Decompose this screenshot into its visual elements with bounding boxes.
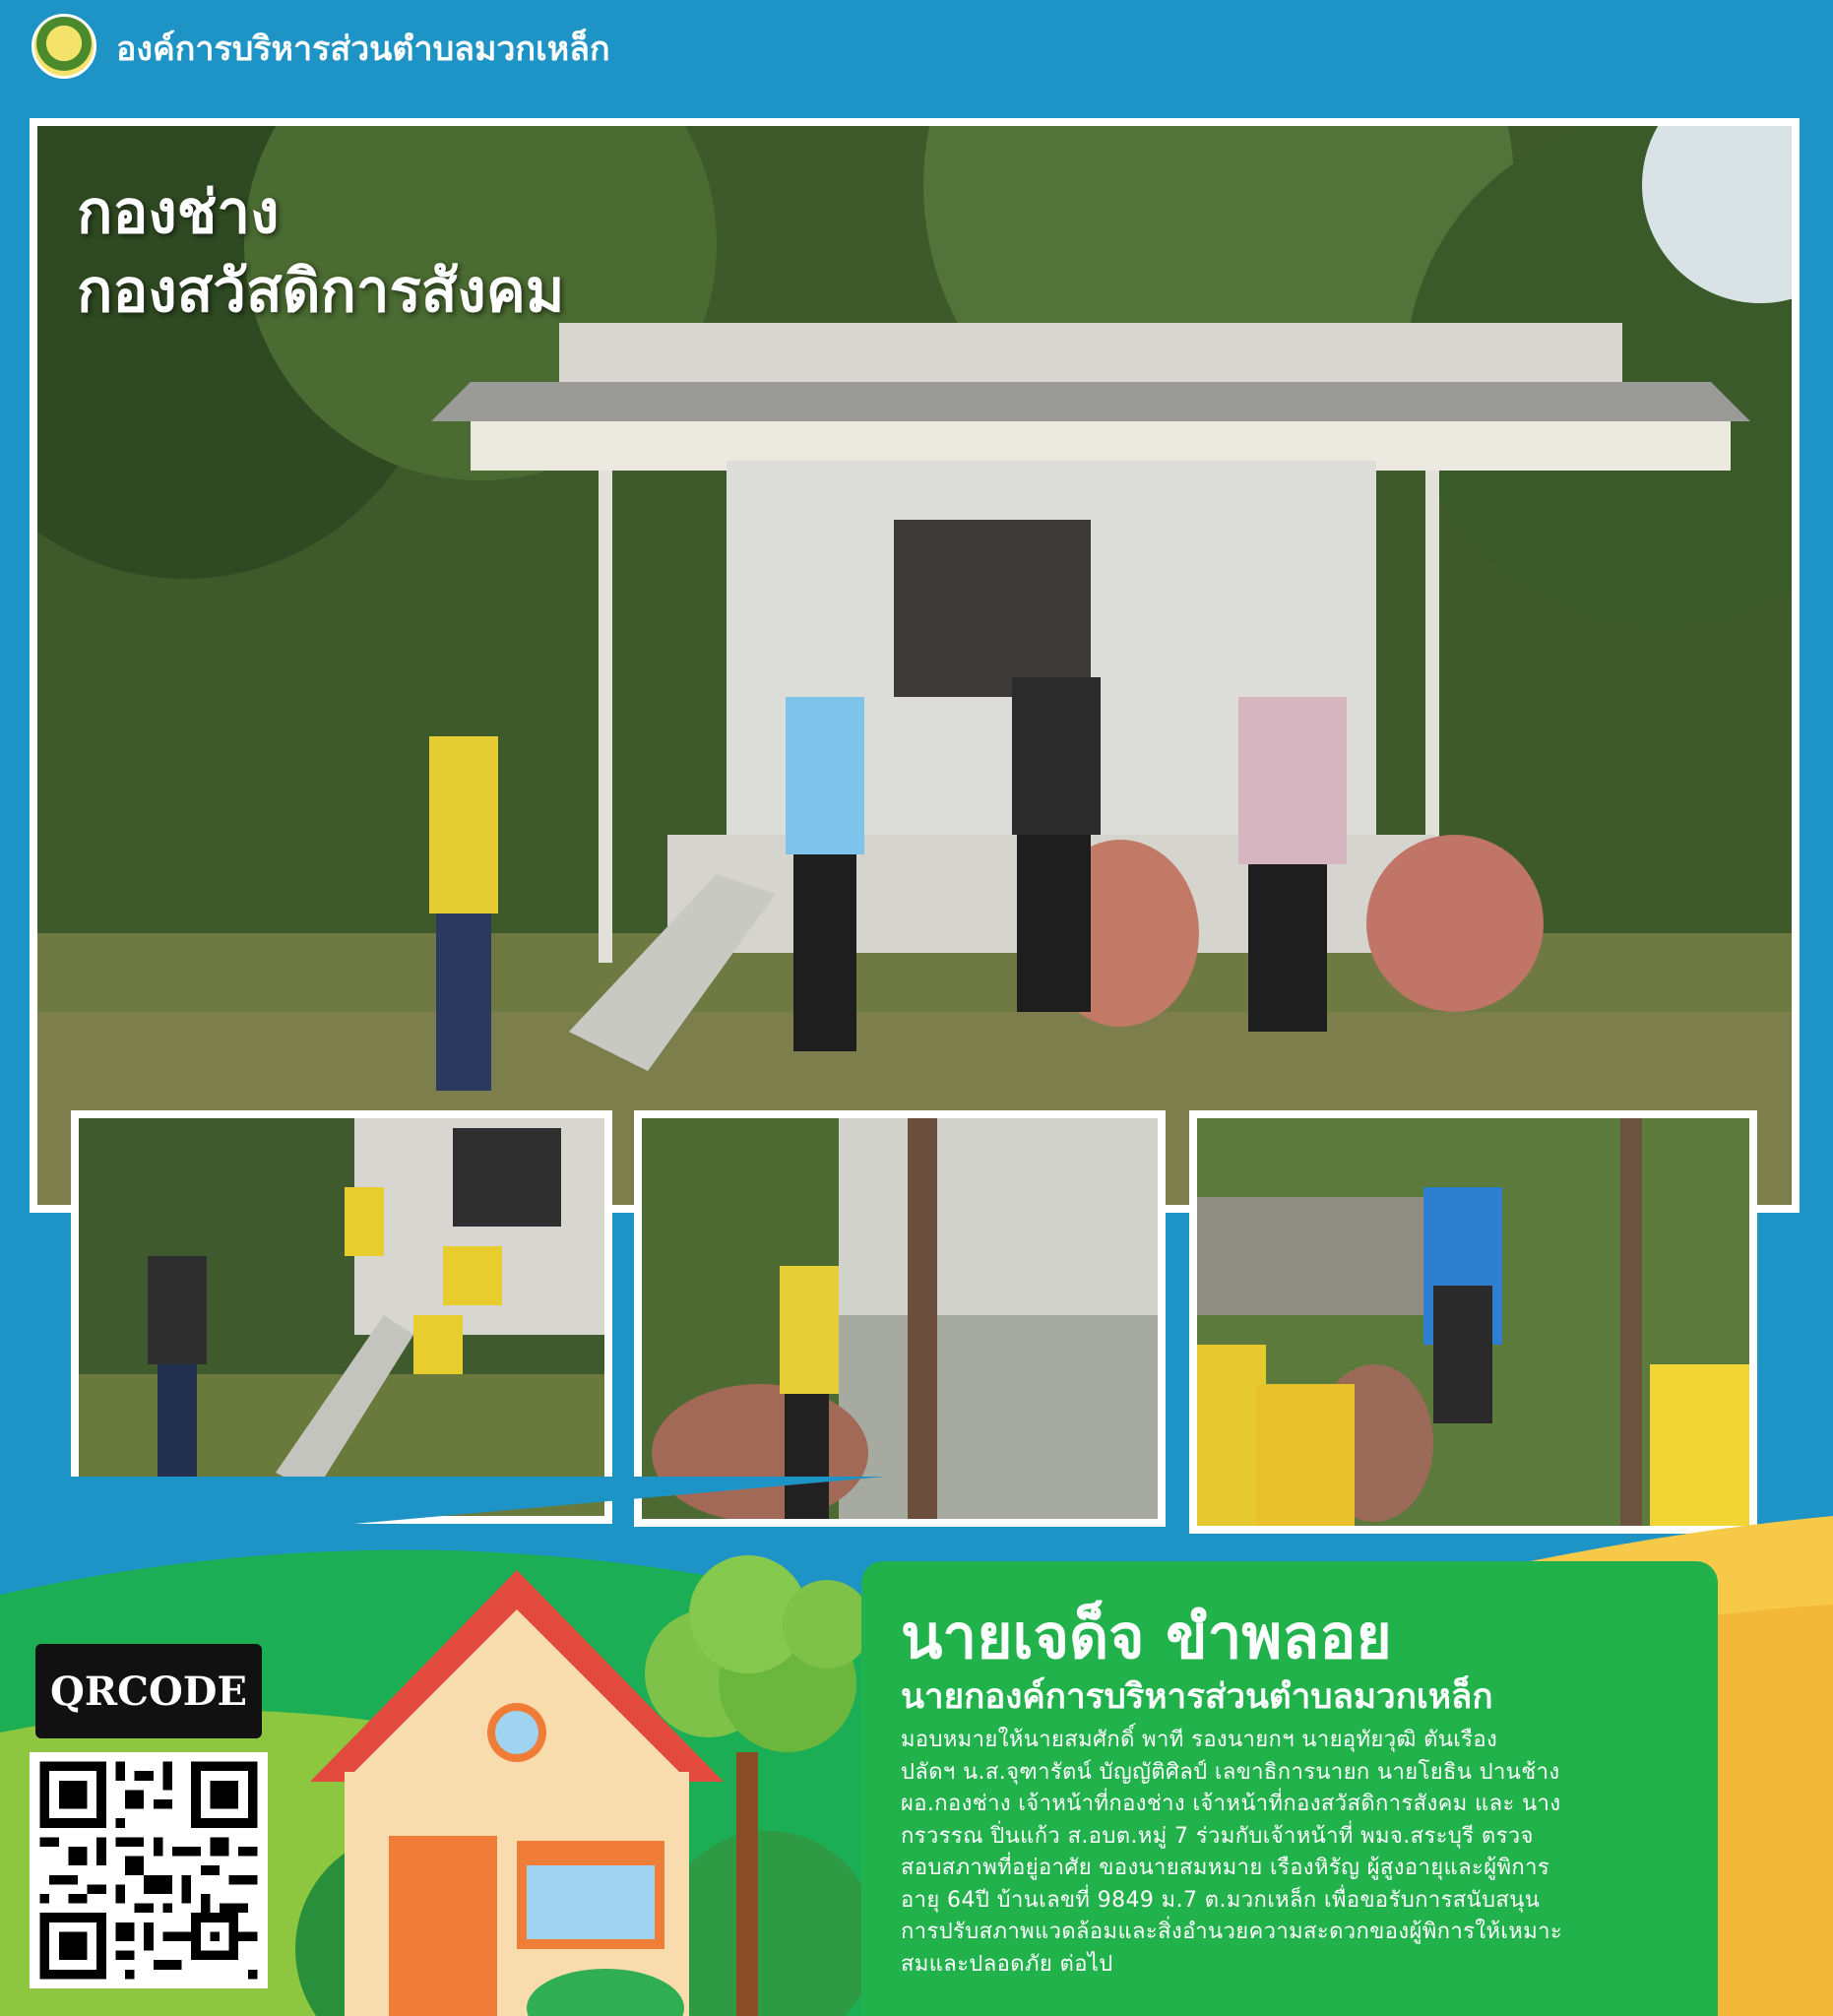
dept-title-engineering: กองช่าง — [77, 178, 280, 247]
org-name: องค์การบริหารส่วนตำบลมวกเหล็ก — [116, 30, 610, 69]
person-position: นายกองค์การบริหารส่วนตำบลมวกเหล็ก — [901, 1677, 1493, 1717]
dept-title-social-welfare: กองสวัสดิการสังคม — [77, 257, 565, 326]
thumbnail-3-scene — [1197, 1118, 1749, 1526]
thumbnail-2 — [634, 1110, 1166, 1527]
thumbnail-2-scene — [642, 1118, 1158, 1519]
thumbnail-2-photo — [642, 1118, 1158, 1519]
qr-code-graphic — [30, 1752, 268, 1988]
qr-code-label: QRCODE — [35, 1644, 262, 1738]
person-name: นายเจด็จ ขำพลอย — [901, 1601, 1392, 1672]
thumbnail-1 — [71, 1110, 612, 1524]
info-card — [861, 1561, 1718, 2016]
thumbnail-3-photo — [1197, 1118, 1749, 1526]
main-photo — [37, 126, 1792, 1205]
org-logo — [32, 14, 96, 79]
main-photo-frame — [30, 118, 1800, 1213]
qr-code-image[interactable] — [30, 1752, 268, 1988]
thumbnail-1-photo — [79, 1118, 604, 1516]
description-text: มอบหมายให้นายสมศักดิ์ พาที รองนายกฯ นายอุทัยวุฒิ ตันเรือง ปลัดฯ น.ส.จุฑารัตน์ บัญญัติศิลป์ เลขาธิการนายก นายโยธิน ปานช้าง ผอ.กองช่าง เจ้าหน้าที่กองช่าง เจ้าหน้าที่กองสวัสดิการสังคม และ นาง กรวรรณ ปิ่นแก้ว ส.อบต.หมู่ 7 ร่วมกับเจ้าหน้าที่ พมจ.สระบุรี ตรวจ สอบสภาพที่อยู่อาศัย ของนายสมหมาย เรืองหิรัญ ผู้สูงอายุและผู้พิการ อายุ 64ปี บ้านเลขที่ 9849 ม.7 ต.มวกเหล็ก เพื่อขอรับการสนับสนุน การปรับสภาพแวดล้อมและสิ่งอำนวยความสะดวกของผู้พิการให้เหมาะ สมและปลอดภัย ต่อไป — [901, 1728, 1563, 1977]
thumbnail-1-scene — [79, 1118, 604, 1516]
thumbnail-3 — [1189, 1110, 1757, 1534]
header-bar — [0, 0, 1833, 94]
